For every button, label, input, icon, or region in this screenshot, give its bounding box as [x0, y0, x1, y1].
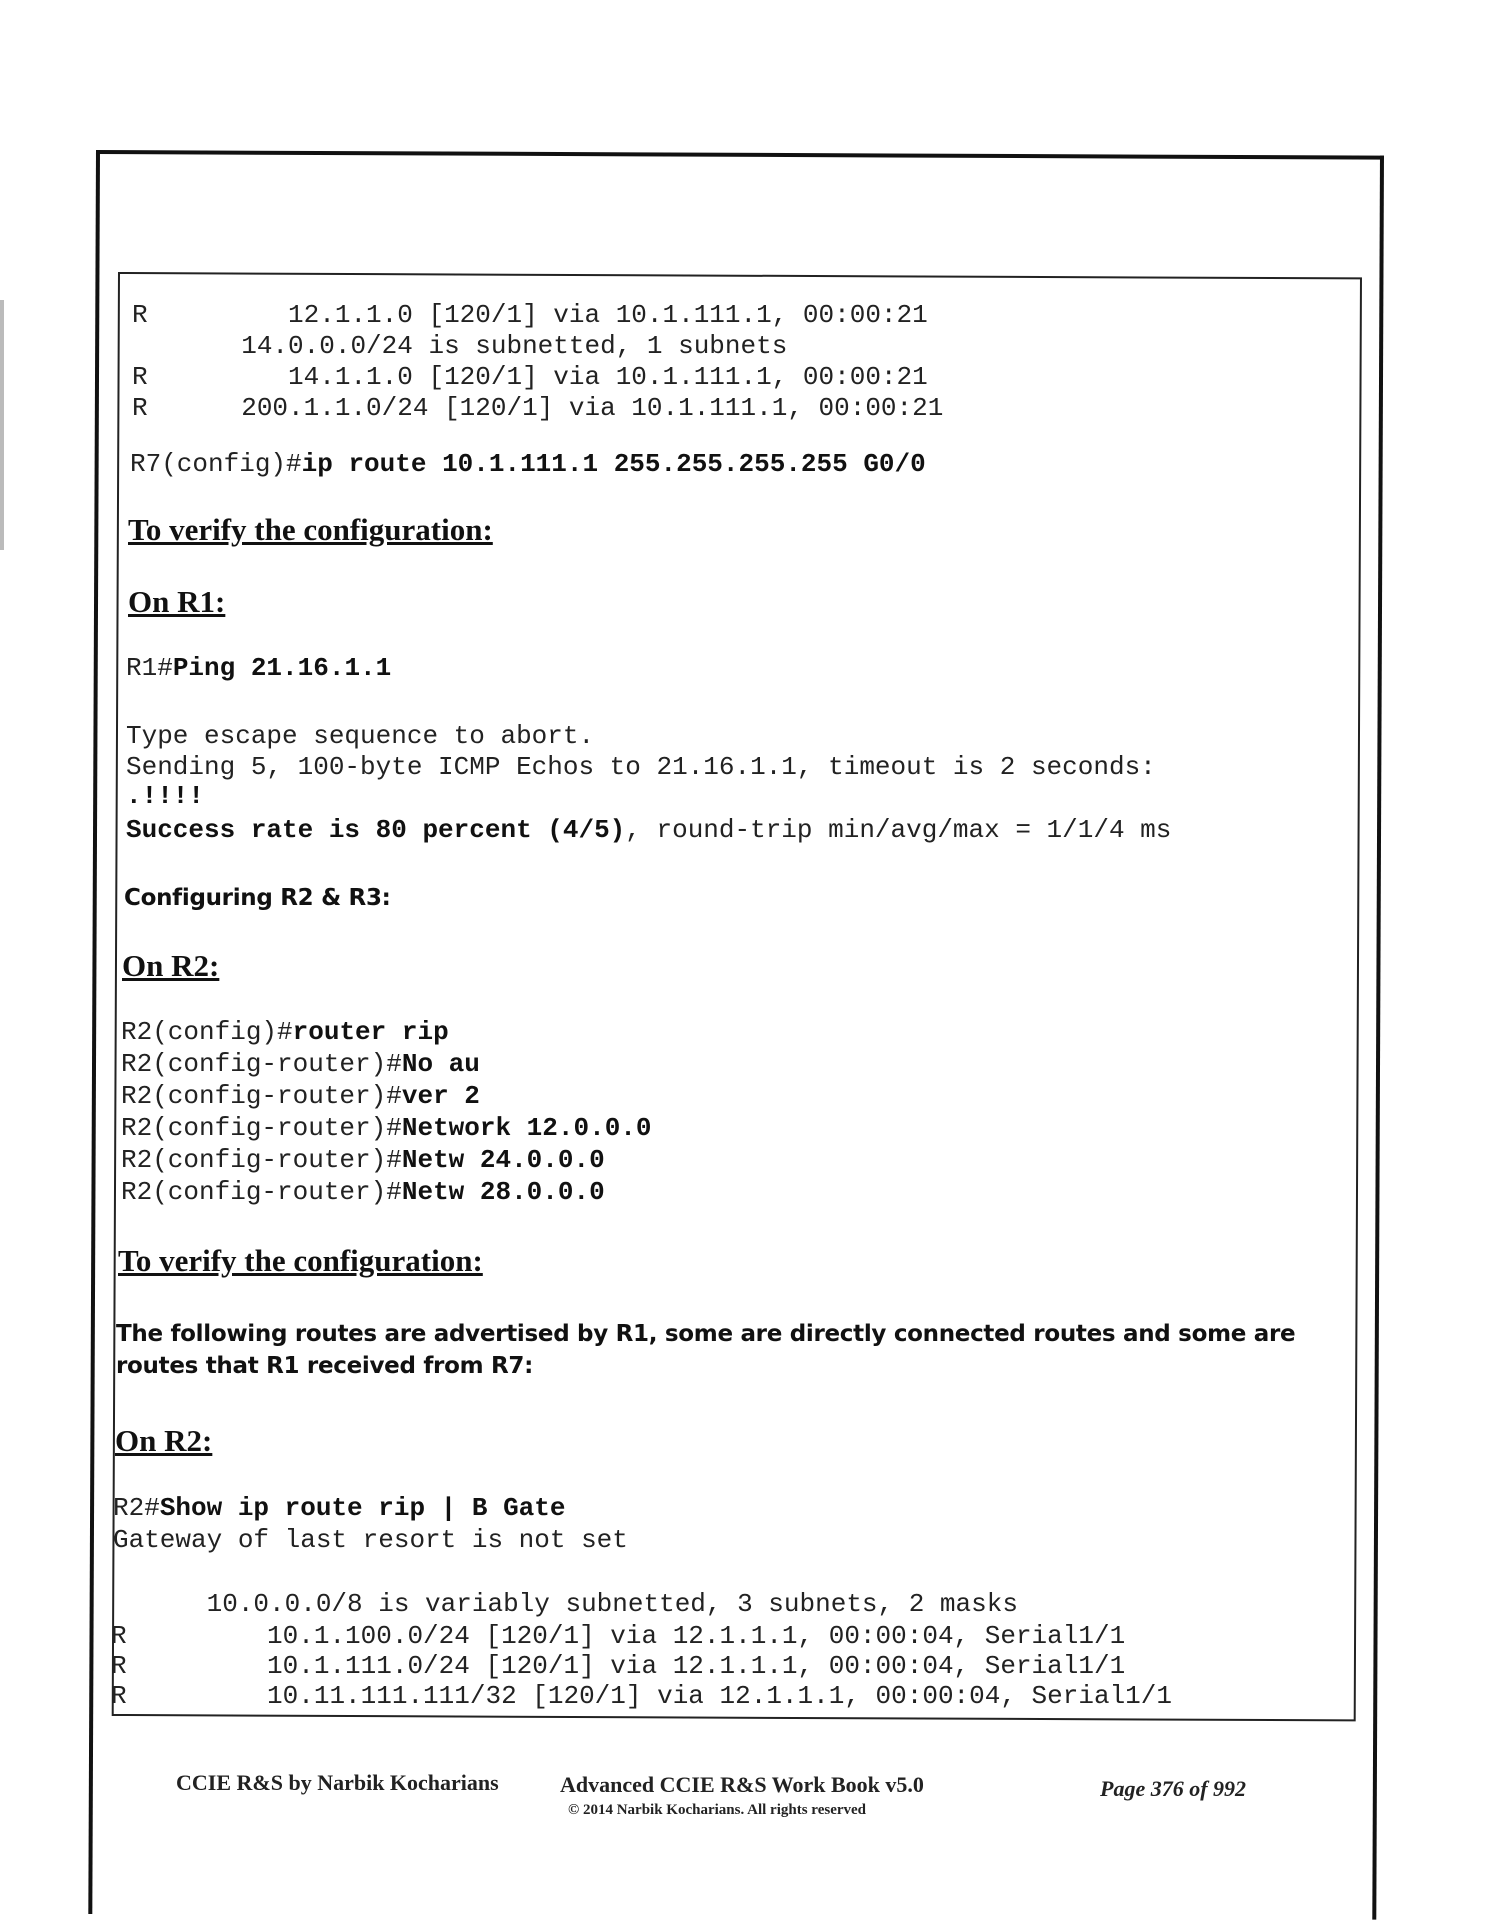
r1-ping-command: R1#Ping 21.16.1.1 — [126, 653, 392, 683]
heading-on-r2-1: On R2: — [122, 948, 220, 983]
r2-config-line: R2(config)#router rip — [121, 1017, 449, 1047]
r2-config-line: R2(config-router)#Netw 28.0.0.0 — [121, 1177, 605, 1207]
r2-config-line: R2(config-router)#Netw 24.0.0.0 — [121, 1145, 605, 1175]
r7-command-line: R7(config)#ip route 10.1.111.1 255.255.255.255 G0/0 — [130, 449, 926, 479]
r2-config-line: R2(config-router)#No au — [121, 1049, 480, 1079]
route-line-bottom: R 10.1.100.0/24 [120/1] via 12.1.1.1, 00:00:04, Serial1/1 — [111, 1621, 1126, 1651]
footer-page-number: Page 376 of 992 — [1100, 1776, 1247, 1801]
footer-copyright: © 2014 Narbik Kocharians. All rights reserved — [568, 1802, 867, 1818]
heading-verify-2: To verify the configuration: — [118, 1243, 483, 1278]
heading-verify-1: To verify the configuration: — [128, 512, 493, 547]
subnetted-line: 10.0.0.0/8 is variably subnetted, 3 subnets, 2 masks — [113, 1589, 1018, 1619]
heading-on-r2-2: On R2: — [115, 1423, 213, 1458]
gateway-line: Gateway of last resort is not set — [113, 1525, 628, 1555]
heading-on-r1: On R1: — [128, 584, 226, 619]
route-line-top: R 12.1.1.0 [120/1] via 10.1.111.1, 00:00:21 — [132, 300, 928, 330]
scan-margin-mark — [0, 300, 4, 550]
footer-title: Advanced CCIE R&S Work Book v5.0 — [560, 1772, 924, 1797]
configuring-label: Configuring R2 & R3: — [124, 885, 391, 911]
r2-show-command: R2#Show ip route rip | B Gate — [113, 1493, 566, 1523]
route-line-top: R 200.1.1.0/24 [120/1] via 10.1.111.1, 00:00:21 — [132, 393, 944, 423]
footer-left: CCIE R&S by Narbik Kocharians — [176, 1770, 499, 1795]
ping-output-line: .!!!! — [126, 781, 205, 811]
r2-config-line: R2(config-router)#Network 12.0.0.0 — [121, 1113, 652, 1143]
routes-paragraph: The following routes are advertised by R1, some are directly connected routes and some are routes that R1 received from R7: — [116, 1321, 1296, 1379]
route-line-top: R 14.1.1.0 [120/1] via 10.1.111.1, 00:00:21 — [132, 362, 928, 392]
route-line-top: 14.0.0.0/24 is subnetted, 1 subnets — [194, 331, 788, 361]
route-line-bottom: R 10.11.111.111/32 [120/1] via 12.1.1.1, 00:00:04, Serial1/1 — [111, 1681, 1172, 1711]
ping-success-line: Success rate is 80 percent (4/5), round-trip min/avg/max = 1/1/4 ms — [126, 815, 1172, 845]
ping-output-line: Type escape sequence to abort. — [126, 721, 595, 751]
r2-config-line: R2(config-router)#ver 2 — [121, 1081, 480, 1111]
ping-output-line: Sending 5, 100-byte ICMP Echos to 21.16.1.1, timeout is 2 seconds: — [126, 752, 1156, 782]
route-line-bottom: R 10.1.111.0/24 [120/1] via 12.1.1.1, 00:00:04, Serial1/1 — [111, 1651, 1126, 1681]
